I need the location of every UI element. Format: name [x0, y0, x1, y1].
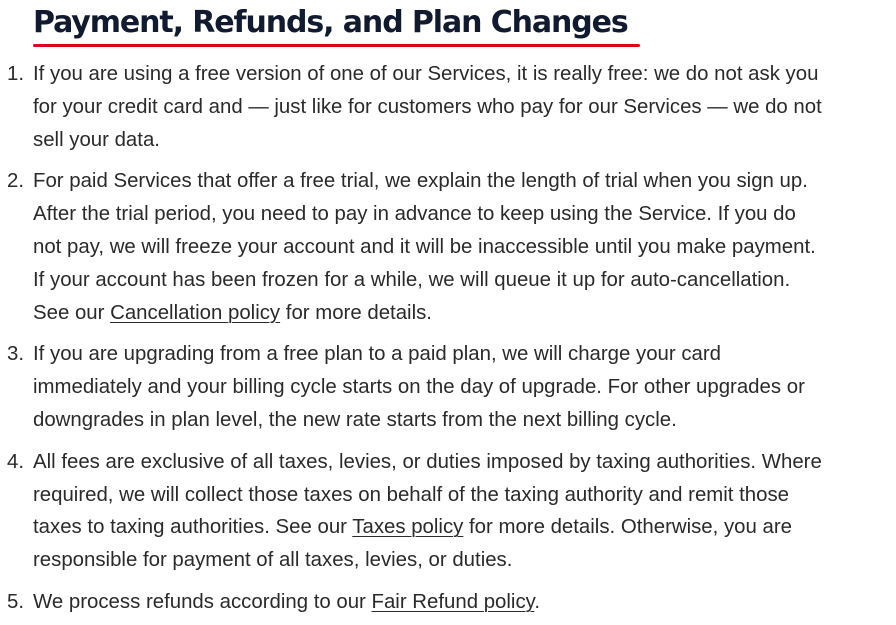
item-text-line: immediately and your billing cycle starts on the day of upgrade. For other upgrades or: [33, 376, 805, 399]
list-item: [7, 586, 891, 619]
item-text-line: For paid Services that offer a free trial, we explain the length of trial when you sign up.: [33, 170, 808, 193]
item-text-line: required, we will collect those taxes on behalf of the taxing authority and remit those: [33, 483, 790, 506]
taxes-policy-link[interactable]: Taxes policy: [352, 516, 464, 539]
page-title: Payment, Refunds, and Plan Changes: [33, 5, 628, 40]
item-text-line: responsible for payment of all taxes, levies, or duties.: [33, 549, 513, 572]
item-text-line: If you are using a free version of one of our Services, it is really free: we do not ask you: [33, 63, 819, 85]
item-text-line: sell your data.: [33, 128, 160, 151]
list-item-number: 3.: [7, 343, 25, 366]
list-item: [7, 58, 891, 156]
item-text-fragment: .: [534, 590, 541, 613]
list-item-number: 4.: [7, 450, 25, 473]
fair-refund-policy-link[interactable]: Fair Refund policy: [371, 590, 535, 613]
item-text-line: [33, 511, 891, 544]
item-text-line: After the trial period, you need to pay in advance to keep using the Service. If you do: [33, 203, 796, 226]
list-item-number: 5.: [7, 590, 25, 613]
cancellation-policy-link[interactable]: Cancellation policy: [110, 301, 281, 324]
list-item-number: 1.: [7, 63, 25, 85]
item-text-fragment: We process refunds according to our: [33, 590, 372, 613]
list-item: [7, 338, 891, 436]
list-item: [7, 446, 891, 577]
item-text-line: [33, 297, 891, 330]
item-text-line: not pay, we will freeze your account and it will be inaccessible until you make payment.: [33, 235, 816, 258]
item-text-line: for your credit card and — just like for customers who pay for our Services — we do not: [33, 95, 822, 118]
terms-list: [7, 58, 891, 619]
list-item-number: 2.: [7, 170, 25, 193]
item-text-line: downgrades in plan level, the new rate starts from the next billing cycle.: [33, 408, 677, 431]
list-item: [7, 165, 891, 329]
section-heading-block: [33, 4, 628, 42]
item-text-line: All fees are exclusive of all taxes, levies, or duties imposed by taxing authorities. Where: [33, 450, 822, 473]
item-text-fragment: taxes to taxing authorities. See our: [33, 516, 353, 539]
item-text-fragment: for more details. Otherwise, you are: [463, 516, 792, 539]
title-underline-accent: [33, 44, 640, 47]
item-text-line: If your account has been frozen for a while, we will queue it up for auto-cancellation.: [33, 268, 791, 291]
item-text-line: If you are upgrading from a free plan to a paid plan, we will charge your card: [33, 343, 722, 366]
item-text-fragment: See our: [33, 301, 111, 324]
item-text-line: [33, 586, 891, 619]
item-text-fragment: for more details.: [280, 301, 432, 324]
